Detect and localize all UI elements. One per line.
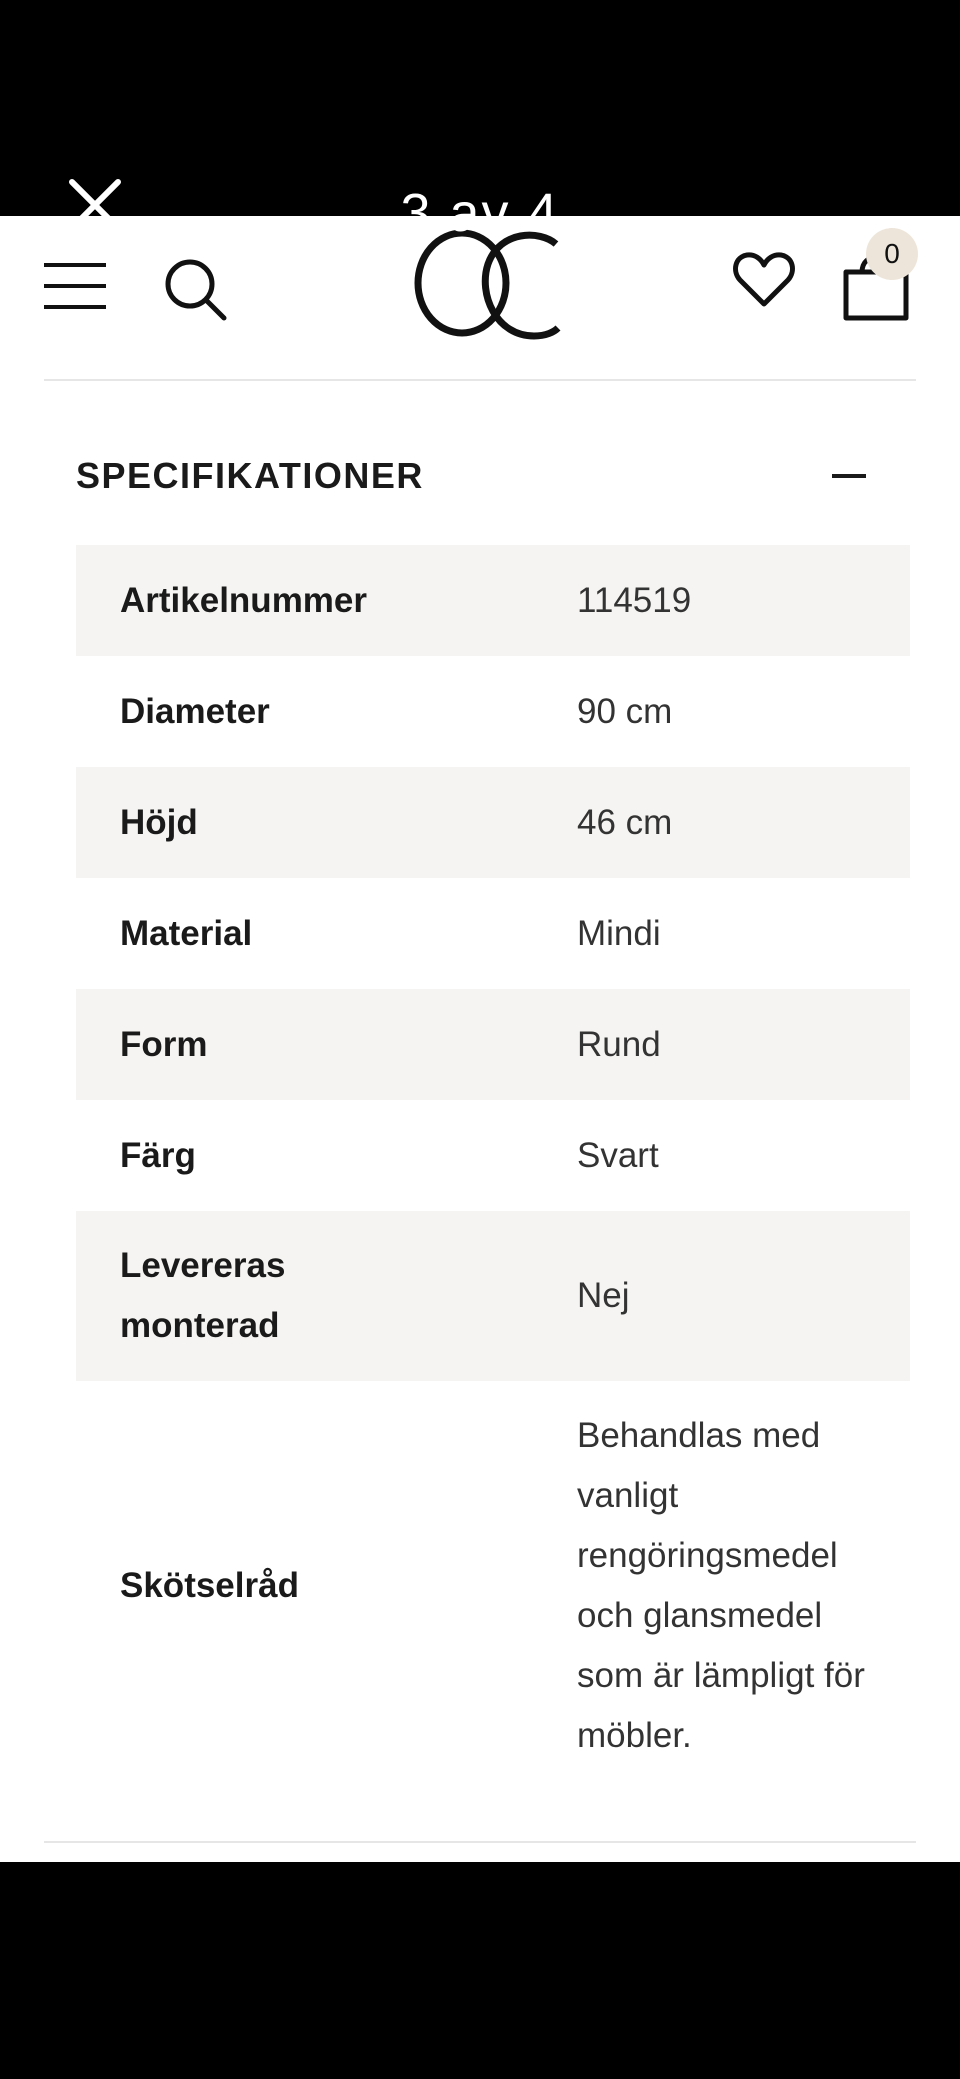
spec-value: Nej — [577, 1276, 630, 1315]
spec-value: Behandlas med vanligt rengöringsmedel och glansmedel som är lämpligt för möbler. — [577, 1416, 865, 1755]
image-counter: 3 av 4 — [400, 183, 560, 243]
specifications-title: SPECIFIKATIONER — [76, 455, 424, 496]
search-icon[interactable] — [160, 254, 230, 324]
spec-row — [76, 1211, 910, 1381]
spec-label: Artikelnummer — [120, 580, 368, 620]
spec-row — [76, 767, 910, 878]
spec-value: Mindi — [577, 913, 661, 953]
spec-row — [76, 545, 910, 656]
product-page — [0, 216, 960, 1862]
specifications-header[interactable] — [76, 441, 866, 511]
spec-row — [76, 989, 910, 1100]
spec-value: 90 cm — [577, 691, 673, 731]
heart-icon[interactable] — [732, 248, 796, 312]
spec-row — [76, 656, 910, 767]
divider — [44, 1841, 916, 1843]
spec-label: Diameter — [120, 691, 270, 731]
spec-label: Material — [120, 913, 253, 953]
divider — [44, 379, 916, 381]
specifications-table — [76, 545, 910, 1791]
spec-value: 46 cm — [577, 802, 673, 842]
spec-row — [76, 878, 910, 989]
spec-label: Höjd — [120, 802, 198, 842]
spec-value: 114519 — [577, 580, 692, 620]
cart-count-badge: 0 — [866, 228, 918, 280]
spec-label: Färg — [120, 1135, 196, 1175]
spec-label: Skötselråd — [120, 1566, 299, 1605]
spec-row — [76, 1100, 910, 1211]
spec-value: Svart — [577, 1135, 659, 1175]
hamburger-menu-icon[interactable] — [44, 260, 106, 312]
spec-label: Levereras monterad — [120, 1246, 286, 1345]
spec-value: Rund — [577, 1024, 661, 1064]
spec-row — [76, 1381, 910, 1791]
minus-icon[interactable] — [832, 474, 866, 478]
spec-label: Form — [120, 1024, 208, 1064]
